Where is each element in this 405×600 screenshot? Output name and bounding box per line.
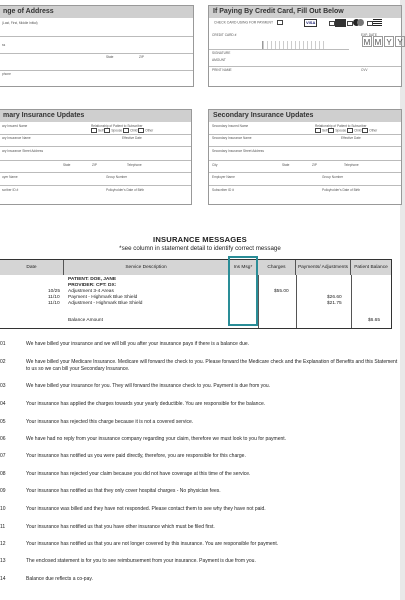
secondary-state-label: State [282,163,290,167]
primary-dob-label: Policyholder's Date of Birth [106,188,145,192]
spouse-checkbox[interactable] [104,128,110,133]
child-checkbox[interactable] [123,128,129,133]
zip-field-label: ZIP [139,55,144,59]
check-card-label: CHECK CARD USING FOR PAYMENT [214,20,284,25]
header-charges: Charges [258,260,296,275]
secondary-relationship-label: Relationship of Patient to Subscriber [315,124,367,128]
secondary-zip-label: ZIP [312,163,317,167]
exp-year-2[interactable]: Y [395,36,405,47]
other-checkbox[interactable] [362,128,368,133]
state-field-label: State [106,55,114,59]
statement-page: nge of Address (Last, First, Middle Initial) ss State ZIP phone If Paying By Credit Card, Fill Out Below CHECK CARD USING FOR PAYMENT VISA CREDIT CARD # EXP. DATE SIGNATURE AMOUNT PRINT NAME CVV M M Y Y mary Insurance Updates ary Insured Name Relationship of Patient to Subscriber Self Spouse Child Other ary Insurance Name Effective Date ary Insurance Street Address State ZIP Telephone oyer Name Group Number scriber ID # Policyholder's Date of Birth Secondary Insurance Updates Secondary Insured Name Relationship of Patient to Subscriber Self Spouse Child Other Secondary Insurance Name Effective Date Secondary Insurance Street Address City State ZIP Telephone Employer Name Group Number Subscriber ID # Policyholder's Date of Birth INSURANCE MESSAGES *see column in statement detail to identify correct message Date Service Description Ins Msg* Charges Payments/ Adjustments Patient Balance PATIENT: DOE, JANE PROVIDER: CPT: DX: 10/25 Adjustment 3-4 Areas $55.00 11/10 Payment - Highmark Blue Shield $26.60 11/10 Adjustment - Highmark Blue Shield $21.75 Balance Amount $6.65 01 We have billed your insurance and we will bill you after your insurance pays if there is a balance due. 02 We have billed your Medicare Insurance. Medicare will forward the check to you. Please forward the Medicare check and the Explanation of Benefits and this Statement to us so we can bill your Secondary Insurance. 03 We have billed your insurance for you. They will forward the insurance check to you. Payment is due from you. 04 Your insurance has applied the charges towards your yearly deductible. You are responsible for the balance. 05 Your insurance has rejected this charge because it is not a covered service. 06 We have had no reply from your insurance company regarding your claim, therefore we must look to you for payment. 07 Your insurance has notified us you were paid directly, therefore, you are responsible for this charge. 08 Your insurance has rejected your claim because you did not have coverage at this time of the service. 09 Your insurance has notified us that they only cover hospital charges - No physician fees. 10 Your insurance was billed and they have not responded. Please contact them to see why they have not paid. 11 Your insurance has notified us that you have other insurance which must be filed first. 12 Your insurance has notified us that you are not longer covered by this insurance. You are responsible for payment. 13 The enclosed statement is for you to see reimbursement from your insurance. Payment is due from you. 14 Balance due reflects a co-pay. [0,0,400,600]
primary-relationship-options: Self Spouse Child Other [91,128,153,133]
insurance-messages-title: INSURANCE MESSAGES [153,235,247,244]
print-name-label: PRINT NAME [212,68,232,72]
balance-amount-value: $6.65 [368,318,381,323]
row-2-payment: $26.60 [327,295,342,300]
card-stripe-icon [373,19,382,26]
exp-date-label: EXP. DATE [361,33,378,37]
secondary-relationship-options: Self Spouse Child Other [315,128,377,133]
credit-card-title: If Paying By Credit Card, Fill Out Below [209,6,401,18]
row-3-payment: $21.75 [327,301,342,306]
secondary-telephone-label: Telephone [344,163,359,167]
change-of-address-title: nge of Address [0,6,193,18]
secondary-city-label: City [212,163,218,167]
secondary-effective-date-label: Effective Date [341,136,361,140]
secondary-insurance-title: Secondary Insurance Updates [209,110,401,122]
exp-month-2[interactable]: M [374,38,382,47]
address-field-label: ss [2,43,6,47]
visa-card-icon: VISA [306,20,316,25]
primary-employer-label: oyer Name [2,175,18,179]
secondary-group-label: Group Number [322,175,344,179]
other-checkbox[interactable] [138,128,144,133]
primary-zip-label: ZIP [92,163,97,167]
provider-line: PROVIDER: CPT: DX: [68,283,117,288]
primary-insurance-title: mary Insurance Updates [0,110,191,122]
secondary-insurance-name-label: Secondary Insurance Name [212,136,252,140]
secondary-employer-label: Employer Name [212,175,235,179]
primary-group-label: Group Number [106,175,128,179]
patient-name: PATIENT: DOE, JANE [68,277,117,282]
primary-telephone-label: Telephone [127,163,142,167]
row-1-date: 10/25 [48,289,61,294]
primary-state-label: State [63,163,71,167]
row-1-desc: Adjustment 3-4 Areas [68,289,114,294]
primary-insurance-box [0,109,192,205]
spouse-checkbox[interactable] [328,128,334,133]
row-3-date: 11/10 [48,301,60,306]
header-date: Date [0,260,64,275]
primary-effective-date-label: Effective Date [122,136,142,140]
amount-label: AMOUNT [212,58,226,62]
card-number-input[interactable] [262,41,327,49]
ins-msg-column-highlight [228,256,258,326]
secondary-dob-label: Policyholder's Date of Birth [322,188,361,192]
change-of-address-box [0,5,194,87]
self-checkbox[interactable] [315,128,321,133]
row-2-desc: Payment - Highmark Blue Shield [68,295,138,300]
header-service-description: Service Description [64,260,229,275]
cvv-label: CVV [361,68,368,72]
card-number-label: CREDIT CARD # [212,33,237,37]
secondary-insurance-box [208,109,402,205]
primary-insured-name-label: ary Insured Name [2,124,28,128]
secondary-subscriber-label: Subscriber ID # [212,188,234,192]
statement-table [0,259,392,329]
amex-card-icon [335,19,346,27]
visa-checkbox[interactable] [277,20,283,25]
exp-year-1[interactable]: Y [384,36,394,47]
row-2-date: 11/10 [48,295,60,300]
primary-subscriber-label: scriber ID # [2,188,19,192]
balance-amount-label: Balance Amount [68,318,103,323]
exp-month-1[interactable]: M [363,38,371,47]
mastercard-icon [353,19,363,26]
primary-street-label: ary Insurance Street Address [2,149,44,153]
row-1-charge: $55.00 [274,289,289,294]
row-3-desc: Adjustment - Highmark Blue Shield [68,301,143,306]
phone-field-label: phone [2,72,11,76]
signature-label: SIGNATURE [212,51,231,55]
header-patient-balance: Patient Balance [351,260,391,275]
self-checkbox[interactable] [91,128,97,133]
secondary-street-label: Secondary Insurance Street Address [212,149,264,153]
header-ins-msg: Ins Msg* [229,260,258,275]
insurance-messages-subtitle: *see column in statement detail to identify correct message [119,245,281,252]
primary-relationship-label: Relationship of Patient to Subscriber [91,124,143,128]
name-field-label: (Last, First, Middle Initial) [2,21,38,25]
header-payments: Payments/ Adjustments [296,260,351,275]
secondary-insured-name-label: Secondary Insured Name [212,124,249,128]
primary-insurance-name-label: ary Insurance Name [2,136,31,140]
child-checkbox[interactable] [347,128,353,133]
